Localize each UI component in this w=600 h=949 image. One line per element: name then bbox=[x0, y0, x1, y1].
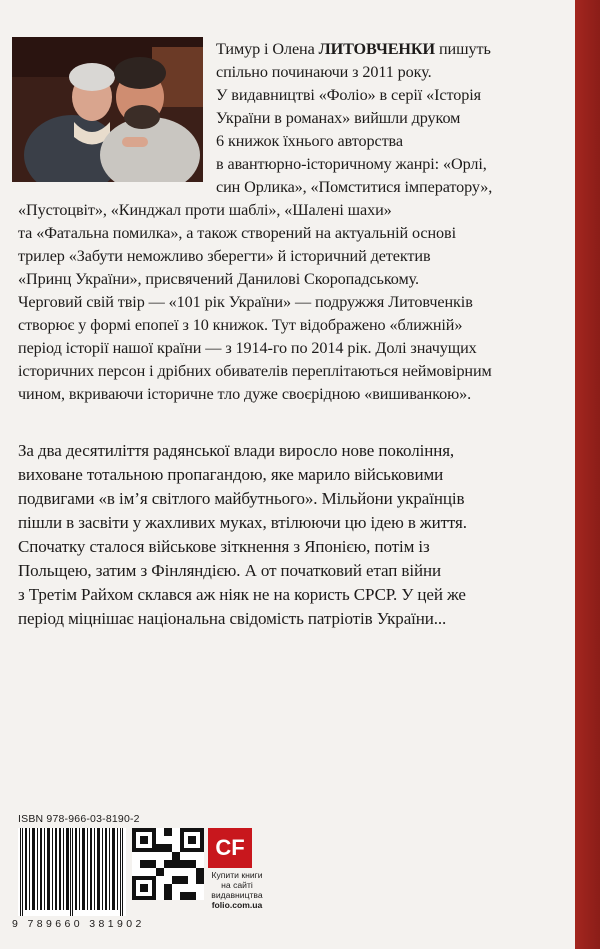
paragraph-line: виховане тотальною пропагандою, яке марило військовими bbox=[18, 465, 444, 484]
paragraph-line: «Пустоцвіт», «Кинджал проти шаблі», «Шалені шахи» bbox=[18, 201, 392, 219]
author-names: ЛИТОВЧЕНКИ bbox=[318, 40, 436, 58]
paragraph-line: з Третім Райхом склався аж ніяк не на користь СРСР. У цей же bbox=[18, 585, 466, 604]
intro-line: син Орлика», «Помститися імператору», bbox=[216, 178, 493, 196]
intro-line: в авантюрно-історичному жанрі: «Орлі, bbox=[216, 155, 487, 173]
qr-code[interactable] bbox=[132, 828, 204, 900]
ean-digits: 9 789660 381902 bbox=[12, 918, 145, 930]
paragraph-line: «Принц України», присвячений Данилові Скоропадському. bbox=[18, 270, 419, 288]
paragraph-line: період міцнішає національна свідомість патріотів України... bbox=[18, 609, 447, 628]
red-spine bbox=[575, 0, 600, 949]
paragraph-line: Спочатку сталося військове зіткнення з Японією, потім із bbox=[18, 537, 430, 556]
intro-line: Тимур і Олена ЛИТОВЧЕНКИ пишуть bbox=[216, 40, 491, 58]
intro-line: України в романах» вийшли друком bbox=[216, 109, 461, 127]
paragraph-line: створює у формі епопеї з 10 книжок. Тут відображено «ближній» bbox=[18, 316, 463, 334]
isbn-label: ISBN 978-966-03-8190-2 bbox=[18, 813, 140, 825]
paragraph-line: історичних персон і дрібних обивателів переплітаються неймовірним bbox=[18, 362, 492, 380]
paragraph-line: чином, вкриваючи історичне тло дуже своєрідною «вишиванкою». bbox=[18, 385, 472, 403]
publisher-url[interactable]: folio.com.ua bbox=[211, 900, 263, 910]
paragraph-line: Черговий свій твір — «101 рік України» — подружжя Литовченків bbox=[18, 293, 473, 311]
paragraph-line: та «Фатальна помилка», а також створений на актуальній основі bbox=[18, 224, 456, 242]
paragraph-line: період історії нашої країни — з 1914-го по 2014 рік. Долі значущих bbox=[18, 339, 477, 357]
intro-line: спільно починаючи з 2011 року. bbox=[216, 63, 432, 81]
paragraph-line: За два десятиліття радянської влади виросло нове покоління, bbox=[18, 441, 455, 460]
paragraph-line: пішли в засвіти у жахливих муках, втілюючи цю ідею в життя. bbox=[18, 513, 467, 532]
paragraph-line: трилер «Забути неможливо зберегти» й історичний детектив bbox=[18, 247, 431, 265]
author-photo bbox=[12, 37, 203, 182]
paragraph-line: Польщею, затим з Фінляндією. А от початковий етап війни bbox=[18, 561, 441, 580]
publisher-caption: Купити книги на сайті видавництва folio.com.ua bbox=[206, 870, 268, 910]
paragraph-line: подвигами «в ім’я світлого майбутнього». Мільйони українців bbox=[18, 489, 465, 508]
barcode bbox=[18, 828, 126, 916]
folio-logo[interactable]: CF bbox=[208, 828, 252, 868]
intro-line: У видавництві «Фоліо» в серії «Історія bbox=[216, 86, 481, 104]
intro-line: 6 книжок їхнього авторства bbox=[216, 132, 403, 150]
